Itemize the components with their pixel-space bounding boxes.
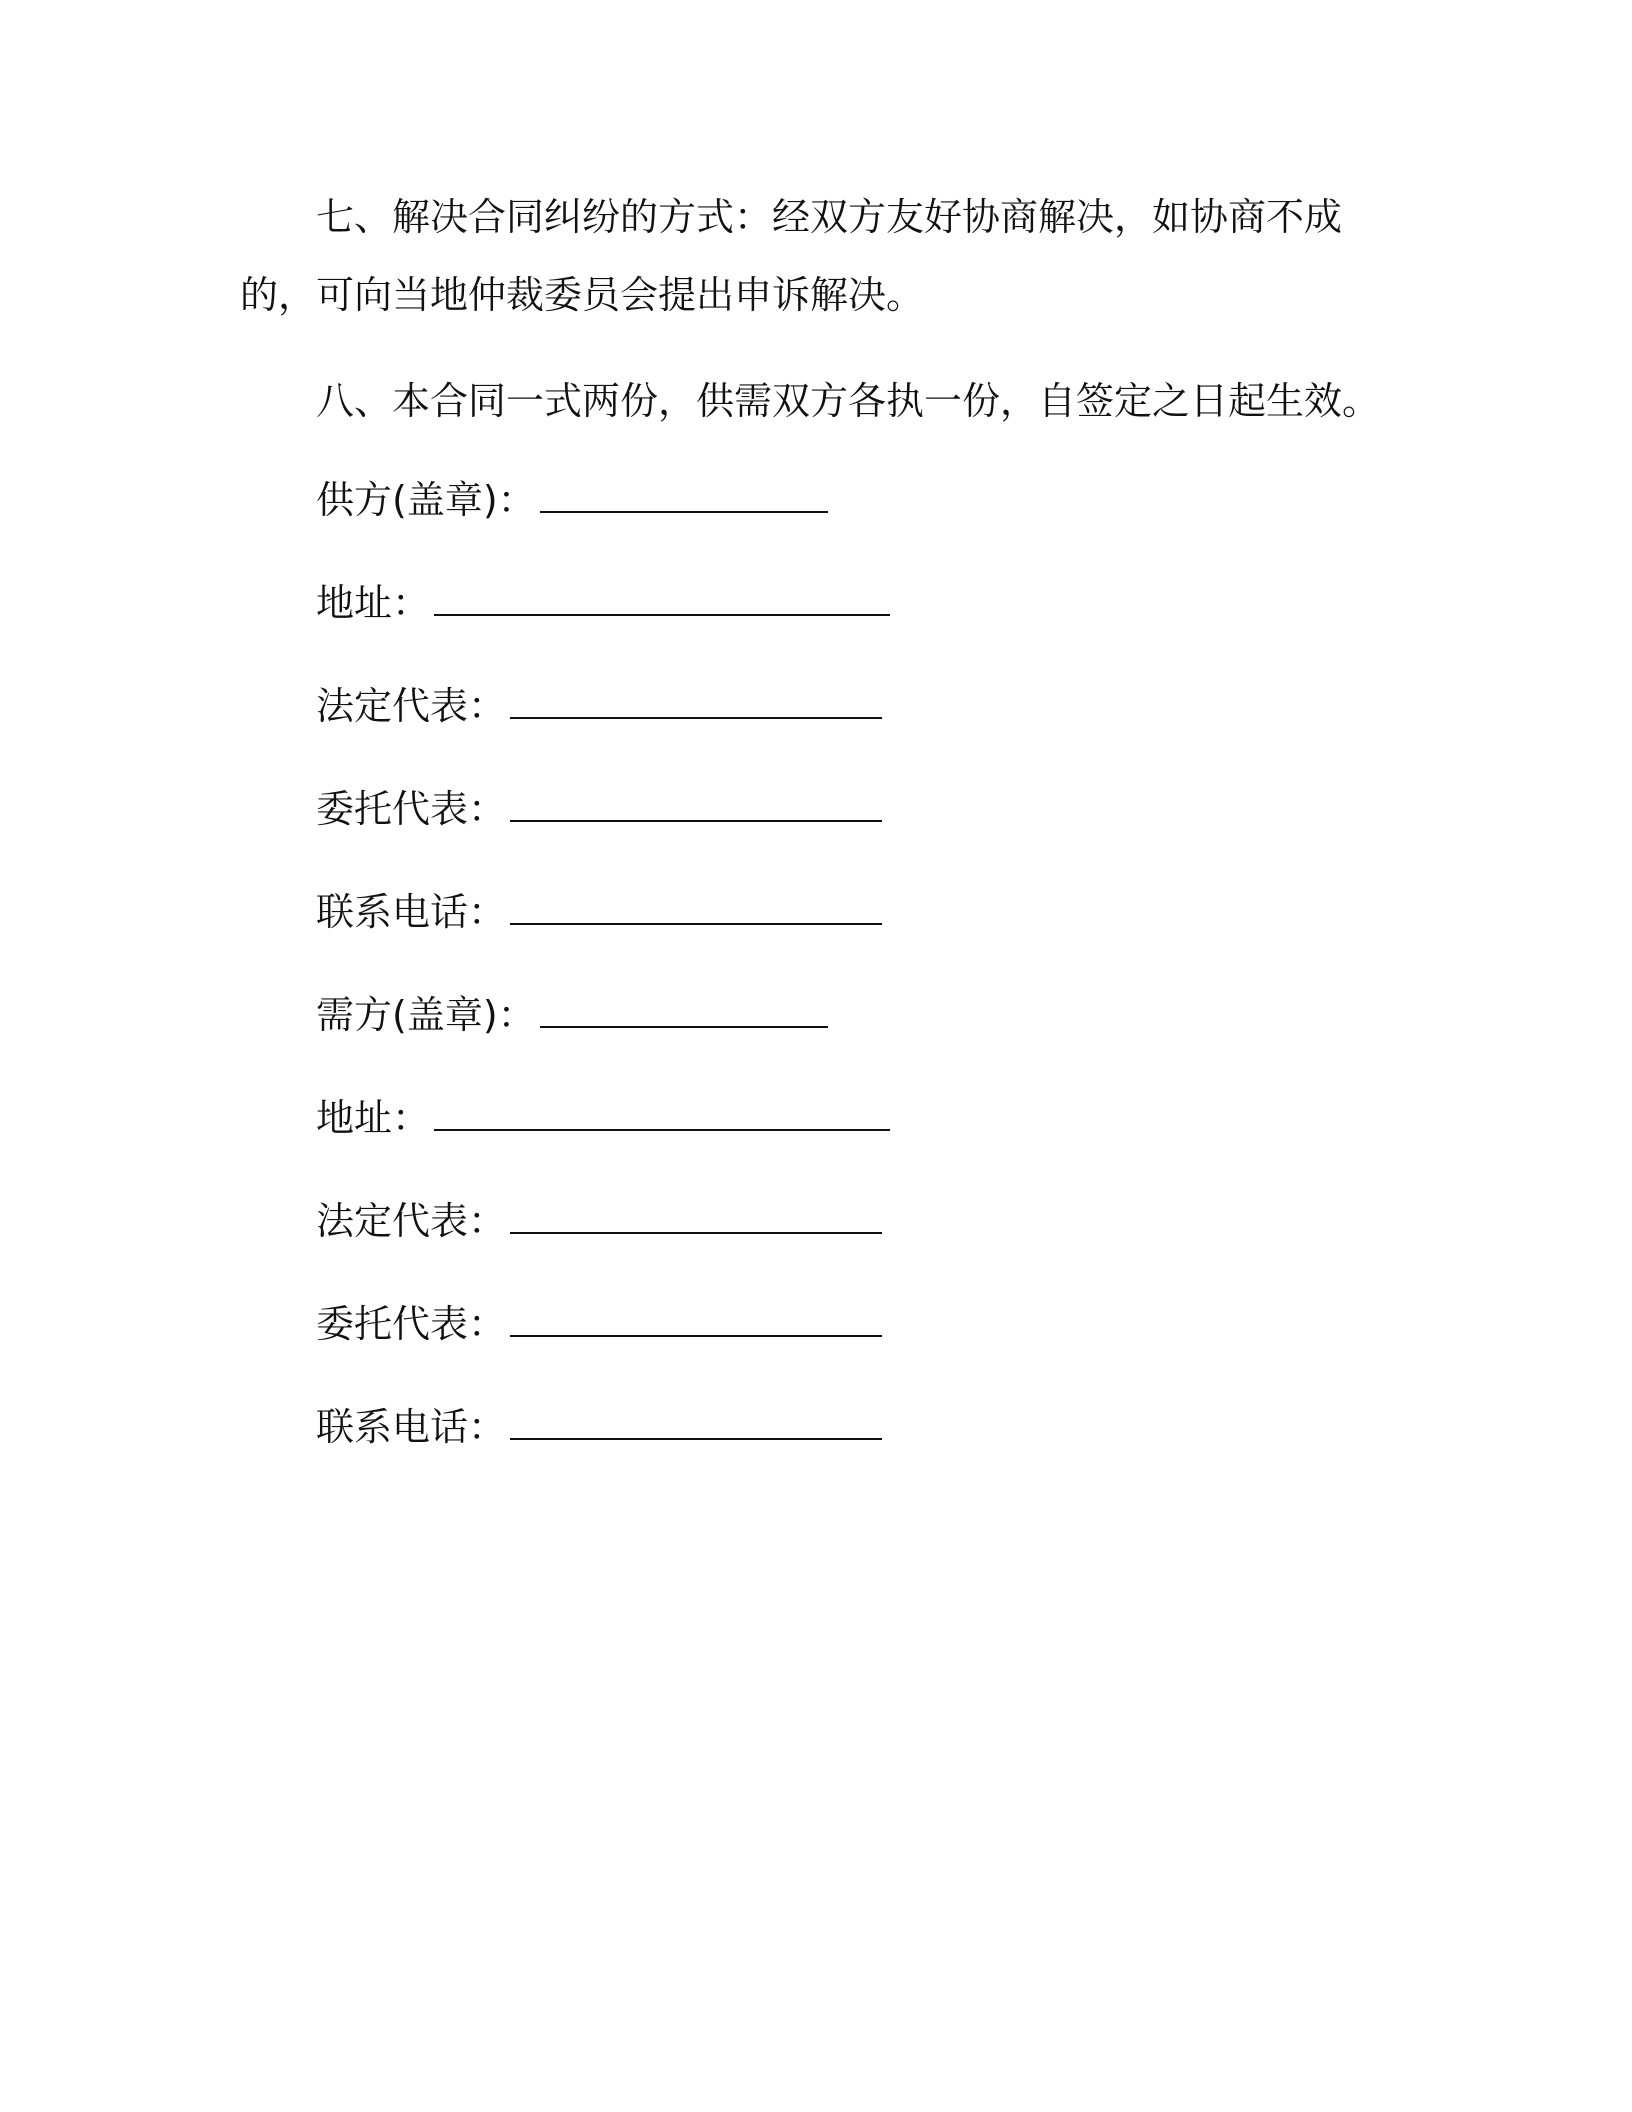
buyer-phone-blank[interactable]: [510, 1408, 882, 1440]
supplier-address-field: [316, 579, 890, 627]
buyer-phone-field: [316, 1403, 882, 1451]
supplier-agent-field: [316, 785, 882, 833]
supplier-agent-label: 委托代表：: [316, 787, 507, 831]
buyer-seal-field: [316, 991, 828, 1039]
supplier-phone-blank[interactable]: [510, 893, 882, 925]
buyer-address-field: [316, 1094, 890, 1142]
buyer-phone-label: 联系电话：: [316, 1405, 507, 1449]
clause-8: 八、本合同一式两份，供需双方各执一份，自签定之日起生效。: [316, 379, 1381, 423]
buyer-address-blank[interactable]: [434, 1099, 890, 1131]
buyer-legal-rep-label: 法定代表：: [316, 1199, 507, 1243]
supplier-address-blank[interactable]: [434, 584, 890, 616]
buyer-seal-label: 需方(盖章)：: [316, 993, 536, 1037]
buyer-legal-rep-field: [316, 1197, 882, 1245]
buyer-legal-rep-blank[interactable]: [510, 1202, 882, 1234]
buyer-agent-field: [316, 1300, 882, 1348]
buyer-seal-blank[interactable]: [540, 996, 828, 1028]
supplier-address-label: 地址：: [316, 581, 431, 625]
supplier-legal-rep-label: 法定代表：: [316, 684, 507, 728]
supplier-seal-blank[interactable]: [540, 481, 828, 513]
buyer-agent-blank[interactable]: [510, 1305, 882, 1337]
supplier-legal-rep-blank[interactable]: [510, 687, 882, 719]
clause-7: 七、解决合同纠纷的方式：经双方友好协商解决，如协商不成的，可向当地仲裁委员会提出申诉解决。: [240, 195, 1343, 317]
buyer-address-label: 地址：: [316, 1096, 431, 1140]
buyer-agent-label: 委托代表：: [316, 1302, 507, 1346]
supplier-seal-label: 供方(盖章)：: [316, 478, 536, 522]
supplier-agent-blank[interactable]: [510, 790, 882, 822]
supplier-seal-field: [316, 476, 828, 524]
supplier-legal-rep-field: [316, 682, 882, 730]
supplier-phone-field: [316, 888, 882, 936]
supplier-phone-label: 联系电话：: [316, 890, 507, 934]
